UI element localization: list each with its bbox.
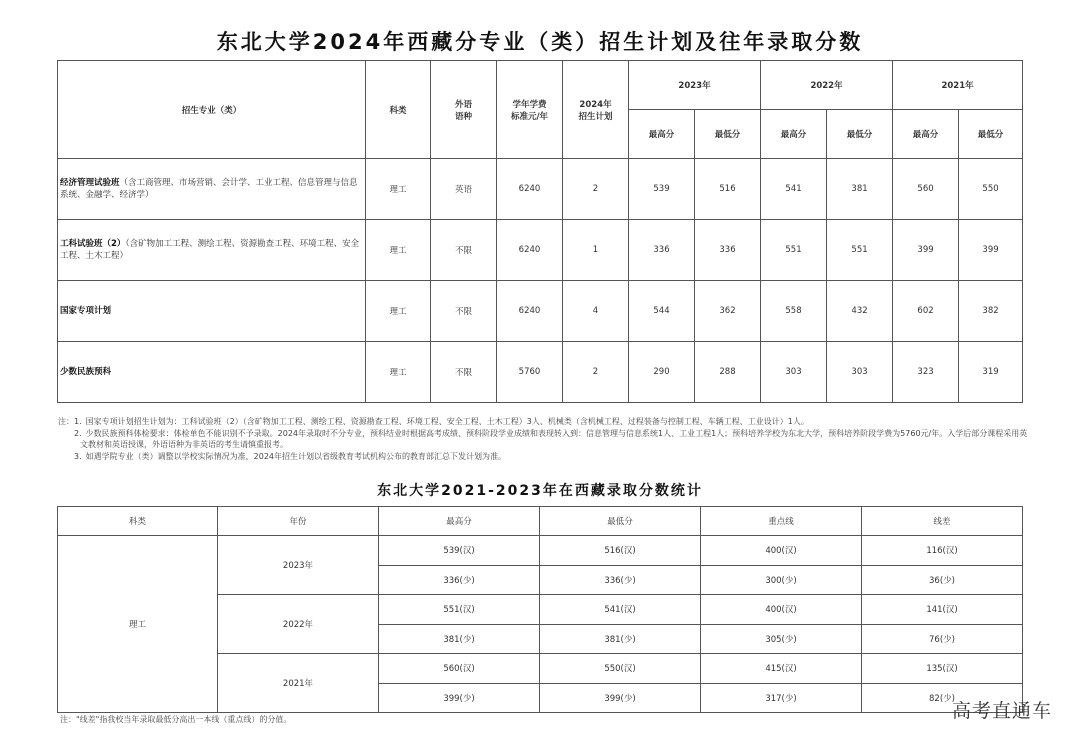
- cell-diff: 76(少): [862, 624, 1023, 654]
- year-cell: 2021年: [218, 654, 379, 713]
- year-cell: 2023年: [218, 536, 379, 595]
- cell-max: 551(汉): [379, 595, 540, 625]
- note-item: [60, 416, 1030, 428]
- cell-plan: 4: [563, 281, 629, 342]
- cell-min: 550(汉): [540, 654, 701, 684]
- cell-min2023: 288: [695, 342, 761, 403]
- major-name-cell: [58, 159, 366, 220]
- header-subject: 科类: [58, 507, 218, 536]
- cell-min2021: 382: [959, 281, 1023, 342]
- cell-min2022: 381: [827, 159, 893, 220]
- header-plan: 2024年 招生计划: [563, 61, 629, 159]
- major-detail: （含工商管理、市场营销、会计学、工业工程、信息管理与信息系统、金融学、经济学）: [60, 178, 358, 200]
- cell-plan: 2: [563, 159, 629, 220]
- cell-max2022: 541: [761, 159, 827, 220]
- cell-line: 305(少): [701, 624, 862, 654]
- cell-language: 英语: [431, 159, 497, 220]
- cell-language: 不限: [431, 281, 497, 342]
- cell-subject: 理工: [366, 159, 431, 220]
- note-prefix: 注：: [58, 417, 74, 426]
- cell-max2021: 560: [893, 159, 959, 220]
- major-name-cell: [58, 281, 366, 342]
- header-diff: 线差: [862, 507, 1023, 536]
- major-name-cell: [58, 220, 366, 281]
- header-subject: 科类: [366, 61, 431, 159]
- cell-min2023: 516: [695, 159, 761, 220]
- cell-line: 415(汉): [701, 654, 862, 684]
- header-line: 重点线: [701, 507, 862, 536]
- cell-max: 336(少): [379, 565, 540, 595]
- header-min-2021: 最低分: [959, 110, 1023, 159]
- note-label: 1.: [74, 417, 82, 426]
- cell-max2023: 539: [629, 159, 695, 220]
- cell-min: 399(少): [540, 683, 701, 713]
- cell-language: 不限: [431, 342, 497, 403]
- cell-line: 400(汉): [701, 536, 862, 566]
- cell-language: 不限: [431, 220, 497, 281]
- header-language: 外语 语种: [431, 61, 497, 159]
- cell-min2021: 399: [959, 220, 1023, 281]
- cell-min2022: 432: [827, 281, 893, 342]
- cell-subject: 理工: [366, 220, 431, 281]
- cell-subject: 理工: [366, 342, 431, 403]
- major-detail: （含矿物加工工程、测绘工程、资源勘查工程、环境工程、安全工程、土木工程）: [60, 239, 360, 261]
- watermark: 高考直通车: [951, 700, 1052, 722]
- cell-tuition: 6240: [497, 159, 563, 220]
- cell-max2021: 399: [893, 220, 959, 281]
- cell-plan: 1: [563, 220, 629, 281]
- table-row: [58, 342, 1023, 403]
- header-min-2023: 最低分: [695, 110, 761, 159]
- header-year: 年份: [218, 507, 379, 536]
- cell-diff: 36(少): [862, 565, 1023, 595]
- header-max-2022: 最高分: [761, 110, 827, 159]
- cell-tuition: 6240: [497, 220, 563, 281]
- header-2022: 2022年: [761, 61, 893, 110]
- major-name: 工科试验班（2）: [60, 239, 126, 249]
- cell-subject: 理工: [366, 281, 431, 342]
- cell-max: 381(少): [379, 624, 540, 654]
- notes: [60, 416, 1030, 462]
- table-row: [58, 159, 1023, 220]
- cell-line: 400(汉): [701, 595, 862, 625]
- cell-max2022: 303: [761, 342, 827, 403]
- cell-min2021: 550: [959, 159, 1023, 220]
- cell-max: 560(汉): [379, 654, 540, 684]
- header-min: 最低分: [540, 507, 701, 536]
- header-max: 最高分: [379, 507, 540, 536]
- year-cell: 2022年: [218, 595, 379, 654]
- cell-min2022: 303: [827, 342, 893, 403]
- cell-min: 381(少): [540, 624, 701, 654]
- note-label: 3.: [74, 451, 82, 461]
- cell-max2023: 336: [629, 220, 695, 281]
- subject-cell: 理工: [58, 536, 218, 713]
- table-row: [58, 536, 1023, 566]
- cell-min: 541(汉): [540, 595, 701, 625]
- cell-tuition: 5760: [497, 342, 563, 403]
- cell-min: 336(少): [540, 565, 701, 595]
- stats-title: 东北大学2021-2023年在西藏录取分数统计: [377, 483, 703, 499]
- note-label: 2.: [74, 428, 82, 438]
- page-title: 东北大学2024年西藏分专业（类）招生计划及往年录取分数: [216, 30, 864, 54]
- cell-min2023: 362: [695, 281, 761, 342]
- cell-max2021: 602: [893, 281, 959, 342]
- note-text: 国家专项计划招生计划为：工科试验班（2）（含矿物加工工程、测绘工程、资源勘查工程、环境工程、安全工程、土木工程）3人、机械类（含机械工程、过程装备与控制工程、车辆工程、工业设计）1人。: [85, 417, 809, 426]
- note-text: 如遇学院专业（类）调整以学校实际情况为准，2024年招生计划以省级教育考试机构公布的教育部汇总下发计划为准。: [85, 451, 506, 461]
- cell-line: 300(少): [701, 565, 862, 595]
- cell-min2022: 551: [827, 220, 893, 281]
- admission-plan-table: [57, 60, 1023, 403]
- cell-diff: 82(少): [862, 683, 1023, 713]
- cell-min: 516(汉): [540, 536, 701, 566]
- note-text: 少数民族预科体检要求：体检单色不能识别不予录取。2024年录取时不分专业，预科结业时根据高考成绩、预科阶段学业成绩和表现转入到：信息管理与信息系统1人、工业工程1人；预科培养学校为东北大学，预科培养阶段学费为5760元/年。入学后部分课程采用英文教材和英语授课，外语语种为非英语的考生请慎重报考。: [80, 428, 1028, 449]
- header-max-2023: 最高分: [629, 110, 695, 159]
- admission-stats-table: [57, 506, 1023, 713]
- cell-max2022: 558: [761, 281, 827, 342]
- cell-max2021: 323: [893, 342, 959, 403]
- cell-max: 399(少): [379, 683, 540, 713]
- major-name-cell: [58, 342, 366, 403]
- header-max-2021: 最高分: [893, 110, 959, 159]
- header-major: 招生专业（类）: [58, 61, 366, 159]
- header-2023: 2023年: [629, 61, 761, 110]
- cell-diff: 141(汉): [862, 595, 1023, 625]
- major-name: 经济管理试验班: [60, 178, 120, 188]
- major-name: 少数民族预科: [60, 367, 112, 377]
- major-name: 国家专项计划: [60, 306, 112, 316]
- footnote: 注："线差"指我校当年录取最低分高出一本线（重点线）的分值。: [60, 715, 292, 724]
- cell-min2023: 336: [695, 220, 761, 281]
- cell-max2022: 551: [761, 220, 827, 281]
- cell-diff: 116(汉): [862, 536, 1023, 566]
- cell-plan: 2: [563, 342, 629, 403]
- header-min-2022: 最低分: [827, 110, 893, 159]
- cell-min2021: 319: [959, 342, 1023, 403]
- cell-max2023: 544: [629, 281, 695, 342]
- header-tuition: 学年学费 标准元/年: [497, 61, 563, 159]
- note-item: [60, 451, 1030, 463]
- cell-max: 539(汉): [379, 536, 540, 566]
- note-item: [60, 428, 1030, 451]
- table-row: [58, 220, 1023, 281]
- header-2021: 2021年: [893, 61, 1023, 110]
- cell-tuition: 6240: [497, 281, 563, 342]
- cell-max2023: 290: [629, 342, 695, 403]
- table-row: [58, 281, 1023, 342]
- cell-diff: 135(汉): [862, 654, 1023, 684]
- cell-line: 317(少): [701, 683, 862, 713]
